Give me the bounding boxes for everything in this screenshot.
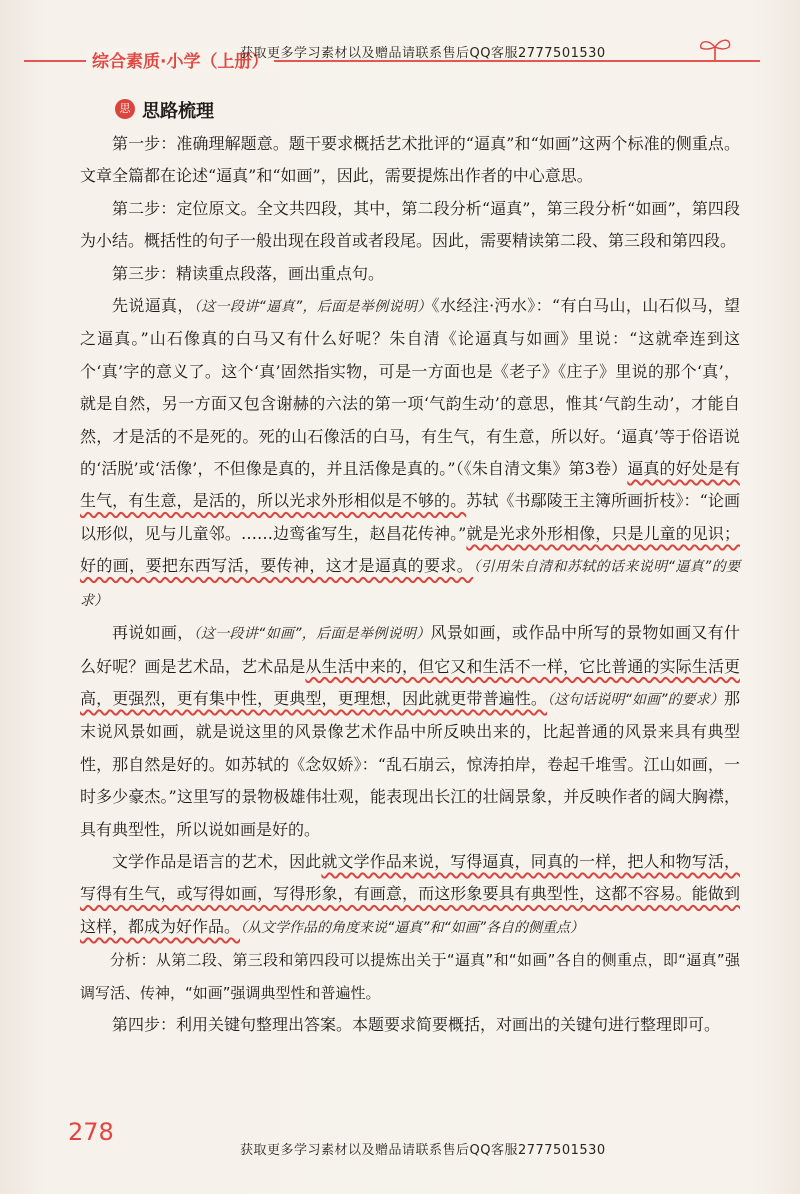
promo-text-bottom: 获取更多学习素材以及赠品请联系售后QQ客服2777501530: [240, 1143, 606, 1158]
paragraph-analysis: 分析：从第二段、第三段和第四段可以提炼出关于“逼真”和“如画”各自的侧重点，即“逼真”强调写活、传神，“如画”强调典型性和普遍性。: [80, 951, 740, 1002]
paragraph-step3: 第三步：精读重点段落，画出重点句。: [112, 263, 385, 283]
book-title: 综合素质·小学（上册）: [86, 47, 274, 72]
text: 文学作品是语言的艺术，因此: [112, 851, 322, 871]
text: 《水经注·沔水》：“有白马山，山石似马，望之逼真。”山石像真的白马又有什么好呢？朱自清《论逼真与如画》里说：“这就牵连到这个‘真’字的意义了。这个‘真’固然指实物，可是一方面也是《老子》《庄子》里说的那个‘真’，就是自然，另一方面又包含谢赫的六法的第一项‘气韵生动’的意思，惟其‘气韵生动’，才能自然，才是活的不是死的。死的山石像活的白马，有生气，有生意，所以好。‘逼真’等于俗语说的‘活脱’或‘活像’，不但像是真的，并且活像是真的。”（《朱自清文集》第3卷）: [80, 296, 740, 479]
text: 再说如画，: [112, 623, 194, 643]
section-icon: 思: [115, 99, 135, 119]
paragraph-picturesque: [80, 617, 740, 846]
key-sentence: 就是光求外形相像，只是儿童的见识；好的画，要把东西写活，要传神，这才是逼真的要求。: [80, 523, 740, 576]
paragraph-literature: [80, 846, 740, 944]
annotation: （这一段讲“逼真”，后面是举例说明）: [193, 299, 432, 316]
key-sentence: 逼真的好处是有生气，有生意，是活的，所以光求外形相似是不够的。: [80, 459, 740, 511]
paragraph-realism: [80, 290, 740, 617]
promo-text-top: 获取更多学习素材以及赠品请联系售后QQ客服2777501530: [240, 46, 606, 61]
text: 苏轼《书鄢陵王主簿所画折枝》：“论画以形似，见与儿童邻。……边鸾雀写生，赵昌花传神。”: [80, 491, 740, 543]
section-title: 思路梳理: [142, 101, 214, 122]
paragraph-step2: 第二步：定位原文。全文共四段，其中，第二段分析“逼真”，第三段分析“如画”，第四段为小结。概括性的句子一般出现在段首或者段尾。因此，需要精读第二段、第三段和第四段。: [80, 198, 740, 251]
annotation: （从文学作品的角度来说“逼真”和“如画”各自的侧重点）: [240, 919, 585, 936]
text: 先说逼真，: [112, 296, 194, 316]
key-sentence: 从生活中来的，但它又和生活不一样，它比普通的实际生活更高，更强烈，更有集中性，更典型，更理想，因此就更带普遍性。: [80, 656, 740, 708]
text: 那末说风景如画，就是说这里的风景像艺术作品中所反映出来的，比起普通的风景来具有典型性，那自然是好的。如苏轼的《念奴娇》：“乱石崩云，惊涛拍岸，卷起千堆雪。江山如画，一时多少豪杰。”这里写的景物极雄伟壮观，能表现出长江的壮阔景象，并反映作者的阔大胸襟，具有典型性，所以说如画是好的。: [80, 688, 740, 839]
sprout-icon: [695, 34, 735, 62]
annotation: （引用朱自清和苏轼的话来说明“逼真”的要求）: [80, 559, 740, 609]
paragraph-step1: 第一步：准确理解题意。题干要求概括艺术批评的“逼真”和“如画”这两个标准的侧重点。文章全篇都在论述“逼真”和“如画”，因此，需要提炼出作者的中心意思。: [80, 134, 740, 186]
page-number: 278: [68, 1118, 114, 1146]
main-content: [80, 128, 740, 1041]
key-sentence: 就文学作品来说，写得逼真，同真的一样，把人和物写活，写得有生气，或写得如画，写得形象，有画意，而这形象要具有典型性，这都不容易。能做到这样，都成为好作品。: [80, 851, 740, 936]
annotation: （这一段讲“如画”，后面是举例说明）: [193, 626, 431, 643]
annotation: （这句话说明“如画”的要求）: [547, 691, 724, 708]
text: 风景如画，或作品中所写的景物如画又有什么好呢？画是艺术品，艺术品是: [80, 623, 740, 676]
paragraph-step4: 第四步：利用关键句整理出答案。本题要求简要概括，对画出的关键句进行整理即可。: [112, 1014, 721, 1034]
